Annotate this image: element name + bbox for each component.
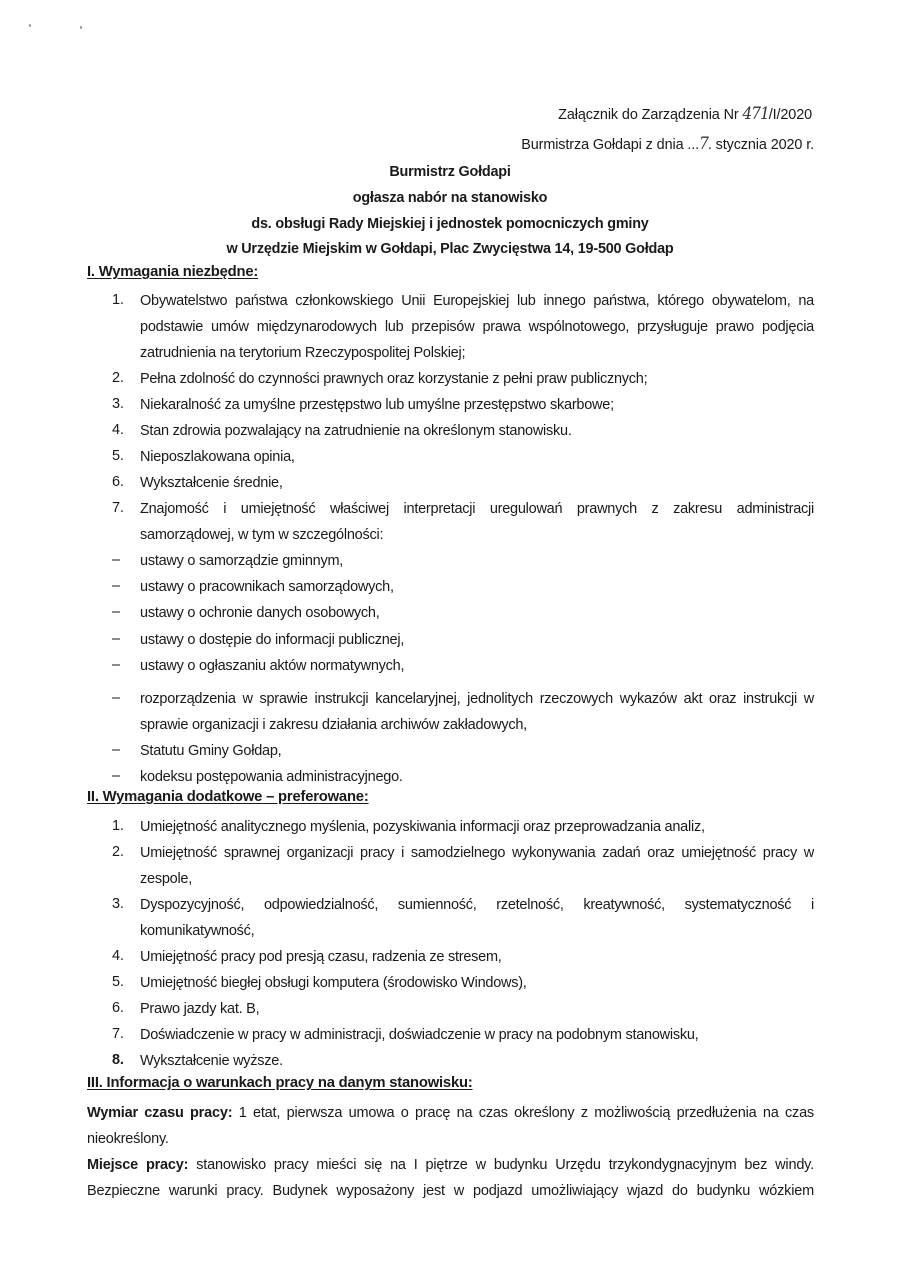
item-number: 5. <box>112 448 124 464</box>
dash-bullet: – <box>112 690 120 706</box>
legal-act-text: ustawy o ochronie danych osobowych, <box>140 605 380 621</box>
work-time-label: Wymiar czasu pracy: <box>87 1105 233 1121</box>
preferred-item <box>112 1022 814 1048</box>
work-time-paragraph <box>87 1100 814 1152</box>
dash-bullet: – <box>112 604 120 620</box>
dash-bullet: – <box>112 578 120 594</box>
requirement-item <box>112 470 814 496</box>
item-text: Wykształcenie średnie, <box>140 475 283 491</box>
requirement-item <box>112 496 814 548</box>
dash-bullet: – <box>112 631 120 647</box>
item-number: 7. <box>112 500 124 516</box>
preferred-item <box>112 996 814 1022</box>
item-number: 2. <box>112 844 124 860</box>
legal-act-text: ustawy o dostępie do informacji publicznej, <box>140 632 405 648</box>
preferred-item <box>112 892 814 944</box>
work-time-text: 1 etat, pierwsza umowa o pracę na czas określony z możliwością przedłużenia na czas nieokreślony. <box>87 1105 814 1147</box>
item-number: 3. <box>112 896 124 912</box>
legal-act-item <box>112 653 814 679</box>
preferred-item <box>112 1048 814 1074</box>
legal-act-text: kodeksu postępowania administracyjnego. <box>140 769 403 785</box>
legal-act-text: ustawy o pracownikach samorządowych, <box>140 579 394 595</box>
item-text: Prawo jazdy kat. B, <box>140 1001 260 1017</box>
workplace-text: stanowisko pracy mieści się na I piętrze w budynku Urzędu trzykondygnacyjnym bez windy. Bezpieczne warunki pracy. Budynek wyposażony jest w podjazd umożliwiający wjazd do budynku wózkiem <box>87 1157 814 1199</box>
requirement-item <box>112 418 814 444</box>
item-number: 4. <box>112 948 124 964</box>
attachment-date-prefix: Burmistrza Gołdapi z dnia ... <box>521 137 700 153</box>
requirement-item <box>112 366 814 392</box>
legal-act-text: rozporządzenia w sprawie instrukcji kancelaryjnej, jednolitych rzeczowych wykazów akt oraz instrukcji w sprawie organizacji i zakresu działania archiwów zakładowych, <box>140 691 814 733</box>
scan-artifact <box>80 26 82 29</box>
item-text: Nieposzlakowana opinia, <box>140 449 295 465</box>
attachment-note <box>558 104 812 124</box>
dash-bullet: – <box>112 552 120 568</box>
legal-act-item <box>112 548 814 574</box>
title-line-3: ds. obsługi Rady Miejskiej i jednostek pomocniczych gminy <box>251 216 649 232</box>
item-number: 6. <box>112 1000 124 1016</box>
item-number: 1. <box>112 292 124 308</box>
handwritten-day: 7 <box>699 134 708 154</box>
attachment-date <box>521 134 814 154</box>
item-number: 5. <box>112 974 124 990</box>
item-text: Dyspozycyjność, odpowiedzialność, sumienność, rzetelność, kreatywność, systematyczność i komunikatywność, <box>140 897 814 939</box>
title-line-1: Burmistrz Gołdapi <box>389 164 511 180</box>
item-number: 7. <box>112 1026 124 1042</box>
workplace-paragraph <box>87 1152 814 1204</box>
legal-act-item <box>112 738 814 764</box>
legal-act-item <box>112 574 814 600</box>
requirement-item <box>112 444 814 470</box>
item-number: 3. <box>112 396 124 412</box>
section-3-heading: III. Informacja o warunkach pracy na danym stanowisku: <box>87 1075 473 1091</box>
item-number: 6. <box>112 474 124 490</box>
legal-act-item <box>112 686 814 738</box>
item-text: Niekaralność za umyślne przestępstwo lub umyślne przestępstwo skarbowe; <box>140 397 614 413</box>
preferred-item <box>112 944 814 970</box>
preferred-item <box>112 814 814 840</box>
item-text: Pełna zdolność do czynności prawnych oraz korzystanie z pełni praw publicznych; <box>140 371 648 387</box>
item-number: 2. <box>112 370 124 386</box>
legal-act-item <box>112 764 814 790</box>
item-text: Umiejętność biegłej obsługi komputera (środowisko Windows), <box>140 975 527 991</box>
dash-bullet: – <box>112 742 120 758</box>
attachment-note-suffix: /I/2020 <box>768 107 812 123</box>
legal-act-text: ustawy o ogłaszaniu aktów normatywnych, <box>140 658 405 674</box>
legal-act-text: Statutu Gminy Gołdap, <box>140 743 282 759</box>
section-2-heading: II. Wymagania dodatkowe – preferowane: <box>87 789 369 805</box>
attachment-note-prefix: Załącznik do Zarządzenia Nr <box>558 107 743 123</box>
legal-act-item <box>112 600 814 626</box>
preferred-item <box>112 970 814 996</box>
title-line-2: ogłasza nabór na stanowisko <box>352 190 548 206</box>
item-text: Umiejętność pracy pod presją czasu, radzenia ze stresem, <box>140 949 502 965</box>
dash-bullet: – <box>112 657 120 673</box>
scan-artifact <box>29 24 31 27</box>
item-text: Znajomość i umiejętność właściwej interpretacji uregulowań prawnych z zakresu administracji samorządowej, w tym w szczególności: <box>140 501 814 543</box>
workplace-label: Miejsce pracy: <box>87 1157 189 1173</box>
item-text: Umiejętność analitycznego myślenia, pozyskiwania informacji oraz przeprowadzania analiz, <box>140 819 705 835</box>
title-line-4: w Urzędzie Miejskim w Gołdapi, Plac Zwycięstwa 14, 19-500 Gołdap <box>226 241 674 257</box>
item-text: Stan zdrowia pozwalający na zatrudnienie na określonym stanowisku. <box>140 423 572 439</box>
preferred-item <box>112 840 814 892</box>
item-number: 4. <box>112 422 124 438</box>
requirement-item <box>112 392 814 418</box>
item-text: Wykształcenie wyższe. <box>140 1053 283 1069</box>
dash-bullet: – <box>112 768 120 784</box>
attachment-date-suffix: . stycznia 2020 r. <box>707 137 814 153</box>
section-1-heading: I. Wymagania niezbędne: <box>87 264 259 280</box>
item-number: 8. <box>112 1052 124 1068</box>
item-number: 1. <box>112 818 124 834</box>
item-text: Doświadczenie w pracy w administracji, doświadczenie w pracy na podobnym stanowisku, <box>140 1027 699 1043</box>
handwritten-order-number: 471 <box>742 104 769 124</box>
item-text: Umiejętność sprawnej organizacji pracy i samodzielnego wykonywania zadań oraz umiejętność pracy w zespole, <box>140 845 814 887</box>
legal-act-text: ustawy o samorządzie gminnym, <box>140 553 344 569</box>
item-text: Obywatelstwo państwa członkowskiego Unii Europejskiej lub innego państwa, którego obywatelom, na podstawie umów międzynarodowych lub przepisów prawa wspólnotowego, przysługuje prawo podjęcia zatrudnienia na terytorium Rzeczypospolitej Polskiej; <box>140 293 814 361</box>
requirement-item <box>112 288 814 366</box>
legal-act-item <box>112 627 814 653</box>
